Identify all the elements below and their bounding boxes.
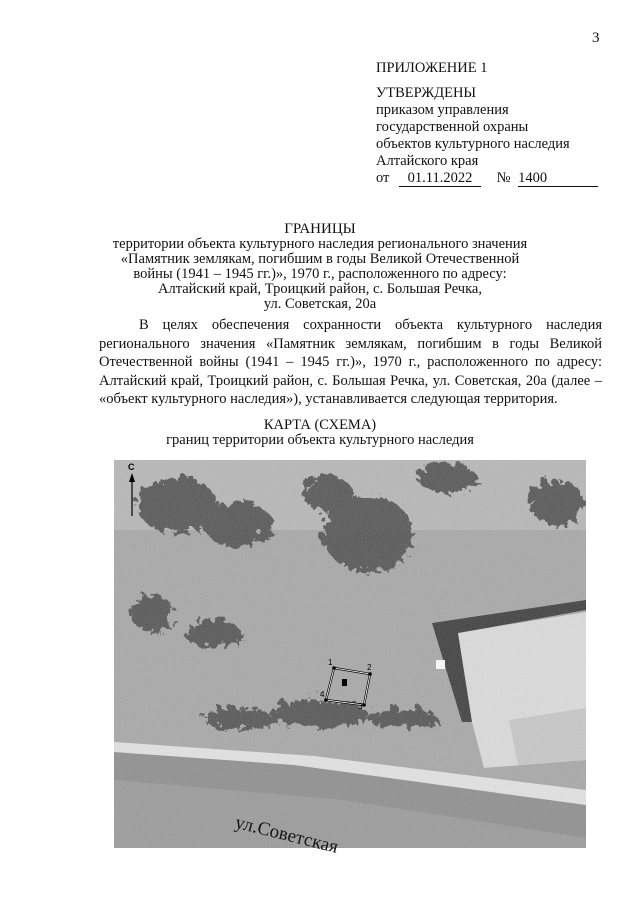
document-title [0,222,640,312]
street-label: ул.Советская [232,812,341,858]
map-subheading: границ территории объекта культурного наследия [166,432,474,448]
appendix-label: ПРИЛОЖЕНИЕ 1 [376,60,488,76]
title-line: войны (1941 – 1945 гг.)», 1970 г., расположенного по адресу: [133,266,507,282]
north-label: С [128,462,135,472]
order-line: приказом управления [376,102,509,118]
number-prefix: № [496,170,511,186]
point-label-1: 1 [328,658,333,667]
body-paragraph: В целях обеспечения сохранности объекта культурного наследия регионального значения «Памятник землякам, погибшим в годы Великой Отечественной войны (1941 – 1945 гг.)», 1970 г., расположенного по адресу: Алтайский край, Троицкий район, с. Большая Речка, ул. Советская, 20а (далее – «объект культурного наследия»), устанавливается следующая территория. [99,317,602,407]
point-label-4: 4 [320,690,325,699]
order-number: 1400 [518,171,598,187]
date-prefix: от [376,170,390,186]
title-line: Алтайский край, Троицкий район, с. Большая Речка, [158,281,482,297]
approved-label: УТВЕРЖДЕНЫ [376,85,477,101]
order-line: государственной охраны [376,119,529,135]
order-date-number [376,170,626,187]
title-heading: ГРАНИЦЫ [284,221,356,237]
map-title [0,418,640,448]
title-line: территории объекта культурного наследия регионального значения [112,236,528,252]
order-line: Алтайского края [376,153,479,169]
map-heading: КАРТА (СХЕМА) [263,417,377,433]
aerial-map [114,460,586,848]
order-date: 01.11.2022 [399,171,481,187]
monument-icon [342,679,347,686]
point-label-2: 2 [367,663,372,672]
appendix-block [376,60,626,187]
page-number: 3 [592,30,600,46]
title-line: «Памятник землякам, погибшим в годы Великой Отечественной [120,251,520,267]
title-line: ул. Советская, 20а [263,296,377,312]
point-label-3: 3 [358,702,363,711]
order-line: объектов культурного наследия [376,136,570,152]
